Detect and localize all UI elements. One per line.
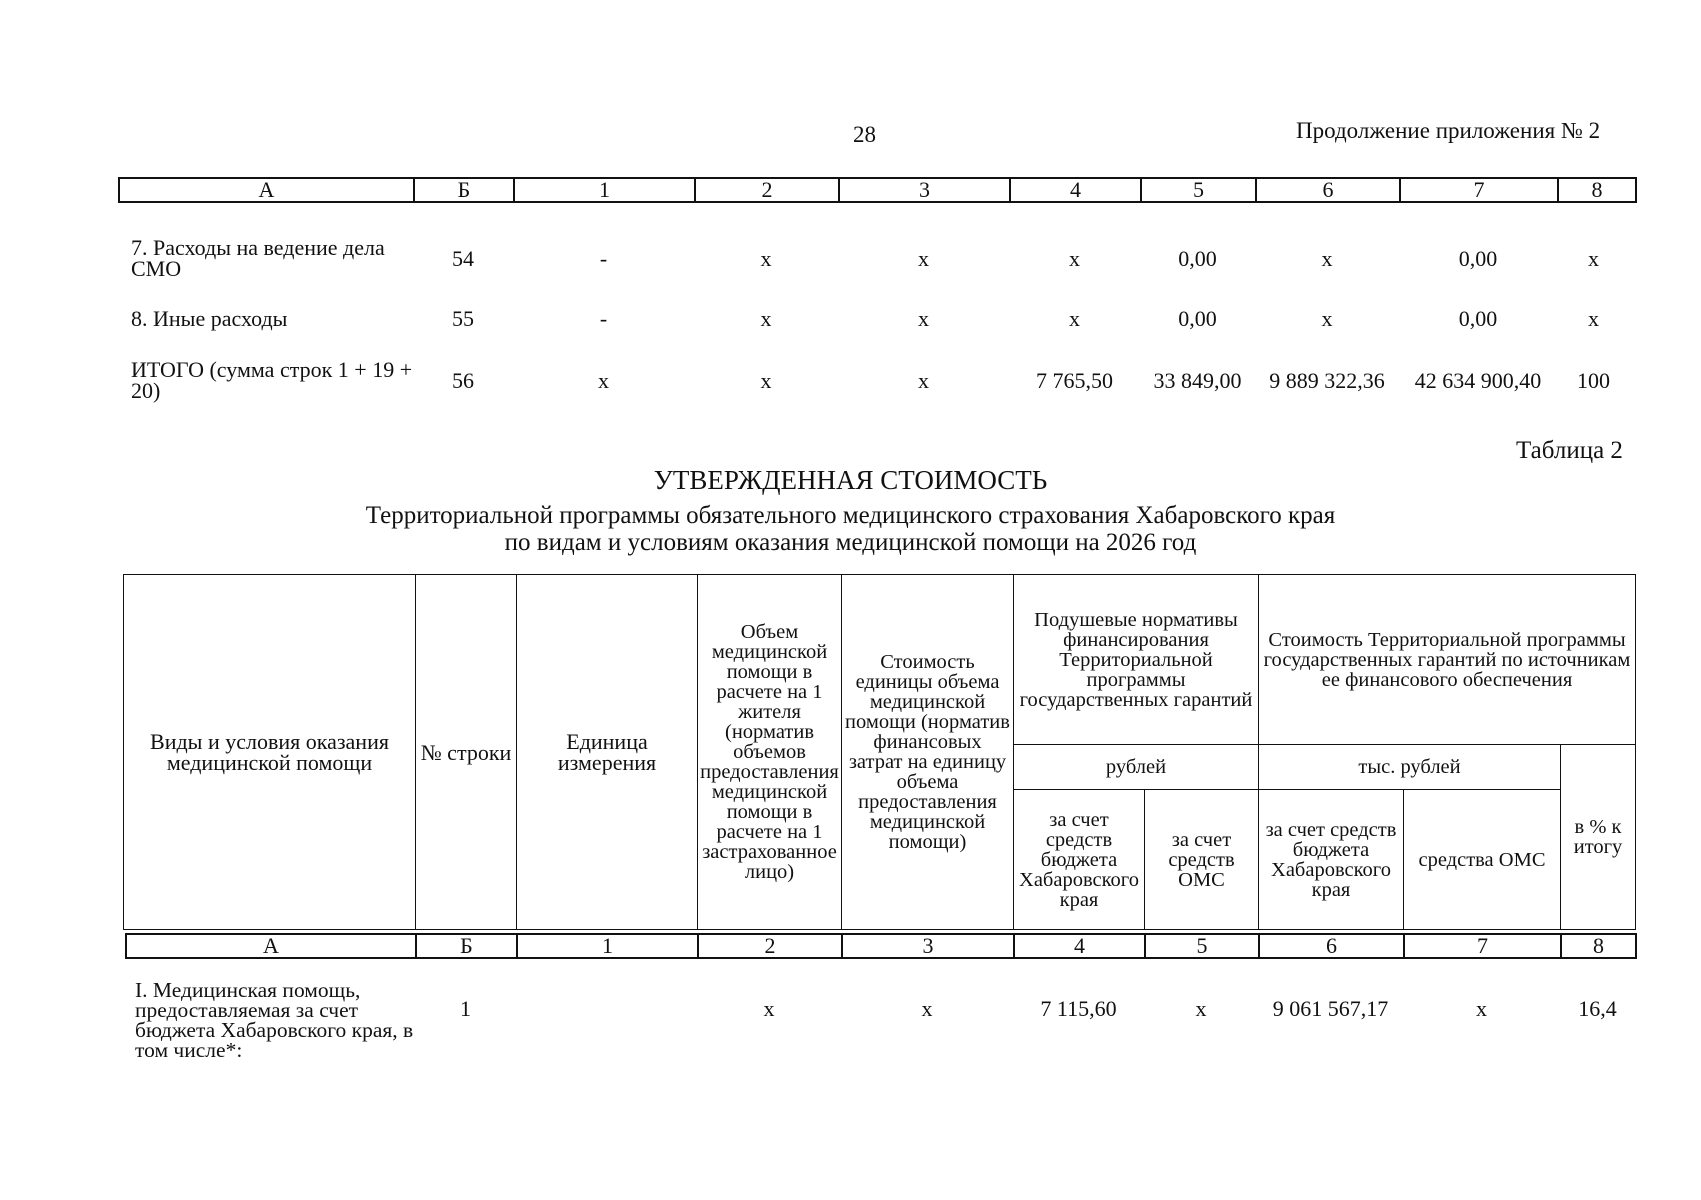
- cell: х: [760, 367, 772, 393]
- row-label: I. Медицинская помощь, предоставляемая за счет бюджета Хабаровского края, в том числе*:: [135, 978, 414, 1062]
- cell: х: [760, 305, 772, 331]
- table-label: Таблица 2: [1516, 437, 1623, 464]
- cell: 100: [1577, 367, 1610, 393]
- header-row-no: № строки: [416, 575, 517, 930]
- index-cell: 6: [1259, 934, 1404, 958]
- cell: х: [598, 367, 609, 393]
- index-cell: 7: [1404, 934, 1561, 958]
- header-rubles: рублей: [1014, 745, 1259, 790]
- cost-table-body: [123, 980, 1635, 1065]
- subtitle-line: по видам и условиям оказания медицинской помощи на 2026 год: [504, 529, 1197, 556]
- header-percent: в % к итогу: [1561, 745, 1636, 930]
- index-cell: 8: [1558, 178, 1636, 202]
- cell: 54: [452, 245, 474, 271]
- page-number: 28: [853, 122, 876, 147]
- cell: -: [599, 305, 608, 331]
- cell: х: [1588, 245, 1599, 271]
- header-program-cost: Стоимость Территориальной программы государственных гарантий по источникам ее финансового обеспечения: [1259, 575, 1636, 745]
- cell: х: [1069, 245, 1080, 271]
- cell: 0,00: [1458, 245, 1498, 271]
- cell: х: [1588, 305, 1599, 331]
- index-cell: 1: [514, 178, 695, 202]
- row-label: 8. Иные расходы: [131, 305, 288, 331]
- cell: 0,00: [1458, 305, 1498, 331]
- cell: х: [918, 245, 929, 271]
- index-cell: 4: [1010, 178, 1141, 202]
- cell: 7 765,50: [1036, 367, 1113, 393]
- index-cell: 7: [1400, 178, 1558, 202]
- cell: х: [921, 996, 933, 1021]
- index-cell: Б: [414, 178, 514, 202]
- table-row: [120, 348, 1630, 412]
- index-cell: 8: [1561, 934, 1636, 958]
- cell: х: [1321, 305, 1333, 331]
- cost-column-index: [125, 933, 1637, 959]
- index-cell: 1: [517, 934, 698, 958]
- index-cell: 2: [698, 934, 842, 958]
- table-row: [120, 228, 1630, 288]
- cell: 9 061 567,17: [1272, 996, 1389, 1021]
- table-title: УТВЕРЖДЕННАЯ СТОИМОСТЬ: [653, 465, 1048, 495]
- header-thousand-rubles: тыс. рублей: [1259, 745, 1561, 790]
- header-oms-rub: за счет средств ОМС: [1145, 790, 1259, 930]
- index-cell: 5: [1145, 934, 1259, 958]
- header-oms-thous: средства ОМС: [1404, 790, 1561, 930]
- index-cell: Б: [416, 934, 517, 958]
- index-cell: А: [126, 934, 416, 958]
- cell: -: [599, 245, 608, 271]
- index-cell: 2: [695, 178, 839, 202]
- cell: 0,00: [1178, 245, 1217, 271]
- row-label: 7. Расходы на ведение дела СМО: [131, 235, 385, 281]
- cell: 1: [460, 996, 471, 1021]
- cell: 9 889 322,36: [1269, 367, 1385, 393]
- header-types: Виды и условия оказания медицинской помощи: [124, 575, 416, 930]
- header-per-capita: Подушевые нормативы финансирования Территориальной программы государственных гарантий: [1014, 575, 1259, 745]
- cell: 56: [452, 367, 474, 393]
- cell: 7 115,60: [1040, 996, 1117, 1021]
- cell: х: [1069, 305, 1080, 331]
- cell: 0,00: [1178, 305, 1217, 331]
- subtitle-line: Территориальной программы обязательного медицинского страхования Хабаровского края: [365, 502, 1336, 529]
- index-cell: А: [119, 178, 414, 202]
- table-subtitle: [0, 502, 1701, 556]
- continuation-note: Продолжение приложения № 2: [1296, 118, 1601, 143]
- cell: 33 849,00: [1153, 367, 1242, 393]
- top-column-index: [118, 177, 1637, 203]
- index-cell: 5: [1141, 178, 1256, 202]
- index-cell: 4: [1014, 934, 1145, 958]
- header-volume: Объем медицинской помощи в расчете на 1 жителя (норматив объемов предоставления медицинской помощи в расчете на 1 застрахованное лицо): [698, 575, 842, 930]
- cell: х: [760, 245, 772, 271]
- row-label: ИТОГО (сумма строк 1 + 19 + 20): [131, 357, 413, 403]
- cell: х: [918, 305, 929, 331]
- cell: х: [1476, 996, 1487, 1021]
- cost-table-header: [123, 574, 1636, 930]
- header-budget-rub: за счет средств бюджета Хабаровского края: [1014, 790, 1145, 930]
- index-cell: 3: [839, 178, 1010, 202]
- table-row: [123, 980, 1635, 1065]
- header-unit-cost: Стоимость единицы объема медицинской помощи (норматив финансовых затрат на единицу объема предоставления медицинской помощи): [842, 575, 1014, 930]
- cell: х: [918, 367, 929, 393]
- top-data-table: [120, 228, 1630, 412]
- cell: х: [1195, 996, 1207, 1021]
- cell: 55: [452, 305, 474, 331]
- index-cell: 6: [1256, 178, 1400, 202]
- cell: х: [1321, 245, 1333, 271]
- cell: 42 634 900,40: [1414, 367, 1542, 393]
- cell: [516, 980, 697, 1065]
- header-budget-thous: за счет средств бюджета Хабаровского края: [1259, 790, 1404, 930]
- header-unit: Единица измерения: [517, 575, 698, 930]
- cell: х: [763, 996, 775, 1021]
- cell: 16,4: [1578, 996, 1617, 1021]
- index-cell: 3: [842, 934, 1014, 958]
- table-row: [120, 288, 1630, 348]
